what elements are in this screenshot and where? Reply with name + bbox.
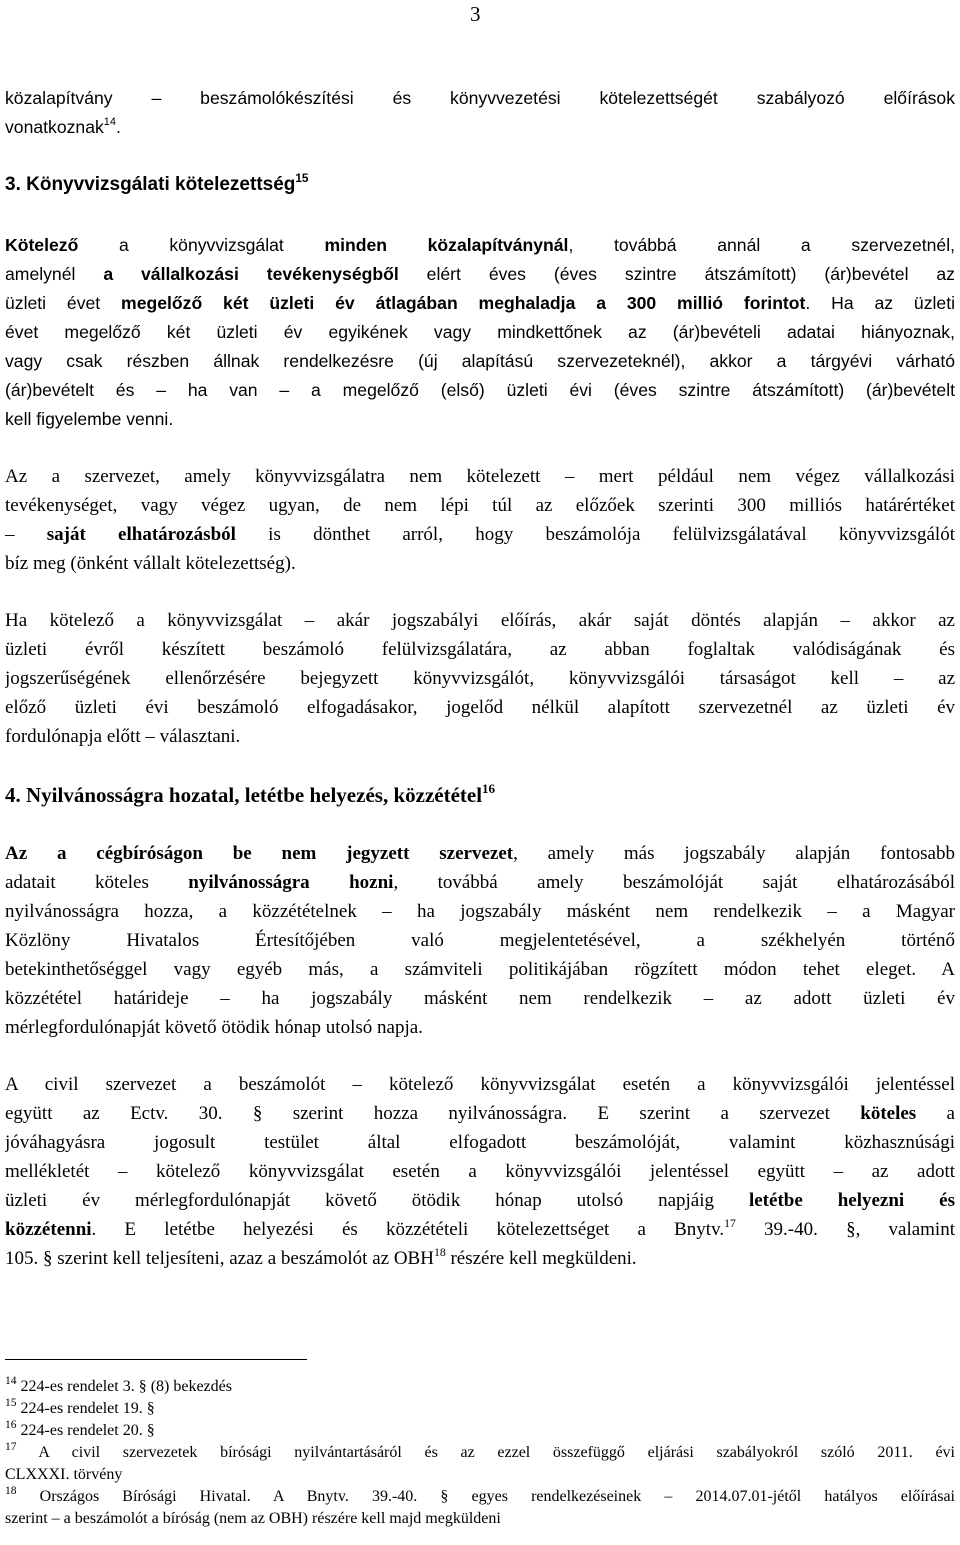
- text-line: kell figyelembe venni.: [5, 409, 174, 429]
- paragraph-publication: [5, 839, 955, 1042]
- text-line: adatait köteles nyilvánosságra hozni, továbbá amely beszámolóját saját elhatározásából: [5, 872, 955, 893]
- text-line: együtt az Ectv. 30. § szerint hozza nyilvánosságra. E szerint a szervezet köteles a: [5, 1103, 955, 1124]
- footnote-separator: [5, 1359, 307, 1360]
- text-line: tevékenységet, vagy végez ugyan, de nem lépi túl az előzőek szerinti 300 milliós határértéket: [5, 495, 955, 516]
- footnote-ref[interactable]: 14: [103, 116, 116, 129]
- text-line: amelynél a vállalkozási tevékenységből elért éves (éves szintre átszámított) (ár)bevétel az: [5, 264, 955, 284]
- footnote-17: $^{17}$ A civil szervezetek bírósági nyilvántartásáról és az ezzel összefüggő eljárási szabályokról szóló 2011. évi: [5, 1442, 955, 1461]
- text-line: vonatkoznak$^{14}$.: [5, 116, 121, 137]
- text-line: mérlegfordulónapját követő ötödik hónap utolsó napja.: [5, 1017, 423, 1038]
- text-line: évet megelőző két üzleti év egyikének vagy mindkettőnek az (ár)bevételi adatai hiányoznak,: [5, 322, 955, 342]
- text-line: Ha kötelező a könyvvizsgálat – akár jogszabályi előírás, akár saját döntés alapján – akkor az: [5, 610, 955, 631]
- text-line: jogszerűségének ellenőrzésére bejegyzett könyvvizsgálót, könyvvizsgálói társaságot kell – az: [5, 668, 955, 689]
- paragraph-voluntary-audit: [5, 462, 955, 578]
- text-line: közzétenni. E letétbe helyezési és közzétételi kötelezettséget a Bnytv.$^{17}$ 39.-40. §, valamint: [5, 1216, 955, 1240]
- text-line: 105. § szerint kell teljesíteni, azaz a beszámolót az OBH$^{18}$ részére kell megküldeni.: [5, 1245, 637, 1269]
- section-heading-3: [5, 170, 955, 199]
- footnote-15: $^{15}$ 224-es rendelet 19. §: [5, 1398, 155, 1417]
- page-number: 3: [470, 2, 481, 26]
- footnote-18: $^{18}$ Országos Bírósági Hivatal. A Bnytv. 39.-40. § egyes rendelkezéseinek – 2014.07.01-jétől hatályos előírásai: [5, 1486, 955, 1505]
- footnotes: [5, 1376, 955, 1530]
- text-line: betekinthetőséggel vagy egyéb más, a számviteli politikájában rögzített módon tehet eleget. A: [5, 959, 955, 980]
- text-line: Az a szervezet, amely könyvvizsgálatra nem kötelezett – mert például nem végez vállalkozási: [5, 466, 955, 487]
- text-line: vagy csak részben állnak rendelkezésre (új alapítású szervezeteknél), akkor a tárgyévi várható: [5, 351, 955, 371]
- text-line: előző üzleti évi beszámoló elfogadásakor, jogelőd nélkül alapított szervezetnél az üzleti év: [5, 697, 955, 718]
- text-line: – saját elhatározásból is dönthet arról, hogy beszámolója felülvizsgálatával könyvvizsgálót: [5, 524, 955, 545]
- footnote-18-continued: szerint – a beszámolót a bíróság (nem az OBH) részére kell majd megküldeni: [5, 1510, 501, 1527]
- text-line: jóváhagyásra jogosult testület által elfogadott beszámolóját, valamint közhasznúsági: [5, 1132, 955, 1153]
- footnote-ref[interactable]: 18: [433, 1245, 446, 1259]
- text-line: bíz meg (önként vállalt kötelezettség).: [5, 553, 296, 574]
- intro-paragraph: [5, 84, 955, 142]
- text-line: Az a cégbíróságon be nem jegyzett szervezet, amely más jogszabály alapján fontosabb: [5, 843, 955, 864]
- section-heading-4: [5, 780, 955, 810]
- footnote-ref[interactable]: 17: [724, 1216, 736, 1230]
- text-line: üzleti év mérlegfordulónapját követő ötödik hónap utolsó napjáig letétbe helyezni és: [5, 1190, 955, 1211]
- footnote-14: $^{14}$ 224-es rendelet 3. § (8) bekezdés: [5, 1376, 232, 1395]
- footnote-17-continued: CLXXXI. törvény: [5, 1466, 123, 1483]
- text-line: közalapítvány – beszámolókészítési és könyvvezetési kötelezettségét szabályozó előírások: [5, 88, 955, 108]
- text-line: mellékletét – kötelező könyvvizsgálat esetén a könyvvizsgálói jelentéssel együtt – az adott: [5, 1161, 955, 1182]
- text-line: A civil szervezet a beszámolót – kötelező könyvvizsgálat esetén a könyvvizsgálói jelentéssel: [5, 1074, 955, 1095]
- text-line: üzleti évről készített beszámoló felülvizsgálatára, az abban foglaltak valódiságának és: [5, 639, 955, 660]
- heading-text: 3. Könyvvizsgálati kötelezettség$^{15}$: [5, 171, 309, 195]
- text-line: (ár)bevételt és – ha van – a megelőző (első) üzleti évi (éves szintre átszámított) (ár)bevételt: [5, 380, 955, 400]
- footnote-ref[interactable]: 16: [482, 780, 496, 796]
- text-line: üzleti évet megelőző két üzleti év átlagában meghaladja a 300 millió forintot. Ha az üzleti: [5, 293, 955, 313]
- footnote-16: $^{16}$ 224-es rendelet 20. §: [5, 1420, 155, 1439]
- footnote-ref[interactable]: 15: [295, 171, 309, 185]
- paragraph-auditor-selection: [5, 606, 955, 751]
- text-line: közzététel határideje – ha jogszabály másként nem rendelkezik – az adott üzleti év: [5, 988, 955, 1009]
- text-line: nyilvánosságra hozza, a közzétételnek – ha jogszabály másként nem rendelkezik – a Magyar: [5, 901, 955, 922]
- paragraph-audit-obligation: [5, 231, 955, 434]
- paragraph-civil-organization: [5, 1070, 955, 1273]
- heading-text: 4. Nyilvánosságra hozatal, letétbe helyezés, közzététel$^{16}$: [5, 780, 496, 807]
- text-line: Közlöny Hivatalos Értesítőjében való megjelentetésével, a székhelyén történő: [5, 930, 955, 951]
- text-line: fordulónapja előtt – választani.: [5, 726, 241, 747]
- text-line: Kötelező a könyvvizsgálat minden közalapítványnál, továbbá annál a szervezetnél,: [5, 235, 955, 255]
